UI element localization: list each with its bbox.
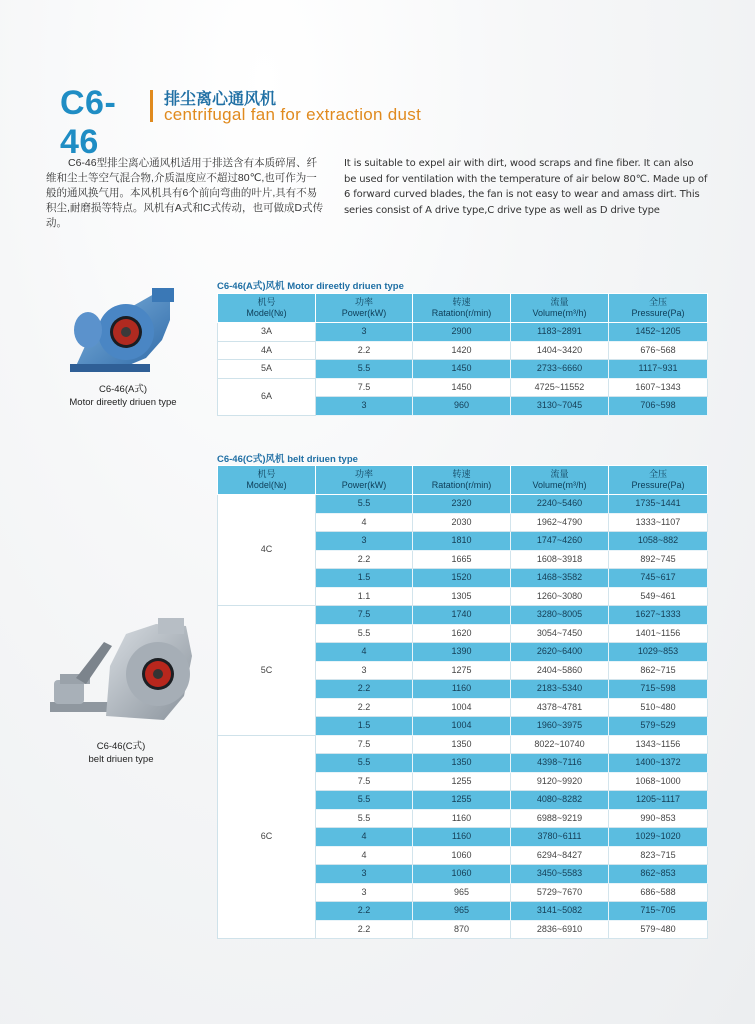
fan-a-image xyxy=(66,284,178,376)
pressure-cell: 1058~882 xyxy=(609,532,708,551)
header-power: 功率 Power(kW) xyxy=(316,294,413,323)
speed-cell: 1520 xyxy=(413,569,511,588)
pressure-cell: 1401~1156 xyxy=(609,624,708,643)
fan-a-caption xyxy=(48,383,198,409)
speed-cell: 1160 xyxy=(413,809,511,828)
volume-cell: 2240~5460 xyxy=(511,495,609,514)
power-cell: 4 xyxy=(316,513,413,532)
power-cell: 5.5 xyxy=(316,754,413,773)
power-cell: 1.5 xyxy=(316,717,413,736)
speed-cell: 1060 xyxy=(413,846,511,865)
table-row xyxy=(218,341,708,360)
table-header-row xyxy=(218,466,708,495)
speed-cell: 1665 xyxy=(413,550,511,569)
volume-cell: 3780~6111 xyxy=(511,828,609,847)
model-cell: 6A xyxy=(218,378,316,415)
speed-cell: 1740 xyxy=(413,606,511,625)
header-speed: 转速 Ratation(r/min) xyxy=(413,466,511,495)
speed-cell: 1255 xyxy=(413,772,511,791)
power-cell: 1.1 xyxy=(316,587,413,606)
power-cell: 2.2 xyxy=(316,341,413,360)
pressure-cell: 1343~1156 xyxy=(609,735,708,754)
power-cell: 4 xyxy=(316,643,413,662)
model-title: C6-46 xyxy=(60,84,117,161)
speed-cell: 1004 xyxy=(413,698,511,717)
model-cell: 6C xyxy=(218,735,316,939)
section-c-title: C6-46(C式)风机 belt driuen type xyxy=(217,454,358,465)
title-divider xyxy=(150,90,153,122)
header-volume: 流量 Volume(m³/h) xyxy=(511,466,609,495)
table-row xyxy=(218,495,708,514)
pressure-cell: 990~853 xyxy=(609,809,708,828)
speed-cell: 1160 xyxy=(413,680,511,699)
table-row xyxy=(218,360,708,379)
pressure-cell: 1607~1343 xyxy=(609,378,708,397)
fan-c-image xyxy=(46,616,196,726)
pressure-cell: 862~853 xyxy=(609,865,708,884)
model-cell: 5C xyxy=(218,606,316,736)
pressure-cell: 579~480 xyxy=(609,920,708,939)
fan-c-caption xyxy=(56,740,186,766)
speed-cell: 1160 xyxy=(413,828,511,847)
speed-cell: 1275 xyxy=(413,661,511,680)
pressure-cell: 1627~1333 xyxy=(609,606,708,625)
pressure-cell: 686~588 xyxy=(609,883,708,902)
speed-cell: 960 xyxy=(413,397,511,416)
volume-cell: 1404~3420 xyxy=(511,341,609,360)
header-model: 机号 Model(№) xyxy=(218,466,316,495)
power-cell: 3 xyxy=(316,865,413,884)
power-cell: 3 xyxy=(316,661,413,680)
volume-cell: 4725~11552 xyxy=(511,378,609,397)
power-cell: 3 xyxy=(316,883,413,902)
volume-cell: 4080~8282 xyxy=(511,791,609,810)
power-cell: 7.5 xyxy=(316,606,413,625)
power-cell: 4 xyxy=(316,846,413,865)
table-header-row xyxy=(218,294,708,323)
speed-cell: 1810 xyxy=(413,532,511,551)
spec-table-a xyxy=(217,293,708,416)
power-cell: 7.5 xyxy=(316,378,413,397)
pressure-cell: 510~480 xyxy=(609,698,708,717)
speed-cell: 870 xyxy=(413,920,511,939)
speed-cell: 2320 xyxy=(413,495,511,514)
power-cell: 2.2 xyxy=(316,902,413,921)
speed-cell: 2030 xyxy=(413,513,511,532)
power-cell: 2.2 xyxy=(316,550,413,569)
volume-cell: 1260~3080 xyxy=(511,587,609,606)
pressure-cell: 1205~1117 xyxy=(609,791,708,810)
speed-cell: 1390 xyxy=(413,643,511,662)
pressure-cell: 706~598 xyxy=(609,397,708,416)
pressure-cell: 676~568 xyxy=(609,341,708,360)
power-cell: 5.5 xyxy=(316,360,413,379)
intro-english: It is suitable to expel air with dirt, wood scraps and fine fiber. It can also be used for ventilation with the temperature of air below 80℃. Made up of 6 forward curved blades, the fan is not easy to wear and amass dirt. This series consist of A drive type,C drive type as well as D drive type xyxy=(344,158,708,216)
pressure-cell: 1400~1372 xyxy=(609,754,708,773)
volume-cell: 2404~5860 xyxy=(511,661,609,680)
pressure-cell: 892~745 xyxy=(609,550,708,569)
header-power: 功率 Power(kW) xyxy=(316,466,413,495)
power-cell: 5.5 xyxy=(316,791,413,810)
power-cell: 5.5 xyxy=(316,809,413,828)
fan-a-caption-model: C6-46(A式) xyxy=(98,384,148,395)
volume-cell: 2836~6910 xyxy=(511,920,609,939)
power-cell: 5.5 xyxy=(316,495,413,514)
fan-c-caption-model: C6-46(C式) xyxy=(96,741,146,752)
model-cell: 3A xyxy=(218,323,316,342)
volume-cell: 9120~9920 xyxy=(511,772,609,791)
header-volume: 流量 Volume(m³/h) xyxy=(511,294,609,323)
power-cell: 3 xyxy=(316,323,413,342)
volume-cell: 3280~8005 xyxy=(511,606,609,625)
pressure-cell: 1735~1441 xyxy=(609,495,708,514)
power-cell: 7.5 xyxy=(316,772,413,791)
fan-c-caption-type: belt driuen type xyxy=(88,754,154,765)
model-cell: 4A xyxy=(218,341,316,360)
pressure-cell: 1029~1020 xyxy=(609,828,708,847)
volume-cell: 1747~4260 xyxy=(511,532,609,551)
header-pressure: 全压 Pressure(Pa) xyxy=(609,466,708,495)
table-row xyxy=(218,323,708,342)
speed-cell: 1255 xyxy=(413,791,511,810)
speed-cell: 2900 xyxy=(413,323,511,342)
pressure-cell: 1117~931 xyxy=(609,360,708,379)
volume-cell: 3130~7045 xyxy=(511,397,609,416)
volume-cell: 3054~7450 xyxy=(511,624,609,643)
pressure-cell: 715~598 xyxy=(609,680,708,699)
volume-cell: 4378~4781 xyxy=(511,698,609,717)
volume-cell: 2733~6660 xyxy=(511,360,609,379)
table-row xyxy=(218,378,708,397)
volume-cell: 3450~5583 xyxy=(511,865,609,884)
volume-cell: 2183~5340 xyxy=(511,680,609,699)
volume-cell: 1962~4790 xyxy=(511,513,609,532)
header-model: 机号 Model(№) xyxy=(218,294,316,323)
speed-cell: 1420 xyxy=(413,341,511,360)
header-pressure: 全压 Pressure(Pa) xyxy=(609,294,708,323)
volume-cell: 8022~10740 xyxy=(511,735,609,754)
volume-cell: 1960~3975 xyxy=(511,717,609,736)
volume-cell: 1468~3582 xyxy=(511,569,609,588)
speed-cell: 1305 xyxy=(413,587,511,606)
table-row xyxy=(218,735,708,754)
speed-cell: 1350 xyxy=(413,754,511,773)
header-speed: 转速 Ratation(r/min) xyxy=(413,294,511,323)
pressure-cell: 579~529 xyxy=(609,717,708,736)
power-cell: 2.2 xyxy=(316,680,413,699)
power-cell: 2.2 xyxy=(316,698,413,717)
model-cell: 5A xyxy=(218,360,316,379)
speed-cell: 1004 xyxy=(413,717,511,736)
intro-chinese: C6-46型排尘离心通风机适用于排送含有本质碎屑、纤维和尘土等空气混合物,介质温度应不超过80℃,也可作为一般的通风换气用。本风机具有6个前向弯曲的叶片,具有不易积尘,耐磨损等特点。风机有A式和C式传动，也可做成D式传动。 xyxy=(46,157,324,229)
power-cell: 3 xyxy=(316,532,413,551)
section-a-title: C6-46(A式)风机 Motor direetly driuen type xyxy=(217,281,404,292)
volume-cell: 5729~7670 xyxy=(511,883,609,902)
spec-table-c xyxy=(217,465,708,939)
power-cell: 5.5 xyxy=(316,624,413,643)
power-cell: 2.2 xyxy=(316,920,413,939)
pressure-cell: 549~461 xyxy=(609,587,708,606)
speed-cell: 1060 xyxy=(413,865,511,884)
pressure-cell: 1029~853 xyxy=(609,643,708,662)
pressure-cell: 745~617 xyxy=(609,569,708,588)
speed-cell: 1350 xyxy=(413,735,511,754)
volume-cell: 4398~7116 xyxy=(511,754,609,773)
pressure-cell: 823~715 xyxy=(609,846,708,865)
power-cell: 4 xyxy=(316,828,413,847)
power-cell: 7.5 xyxy=(316,735,413,754)
power-cell: 3 xyxy=(316,397,413,416)
speed-cell: 1450 xyxy=(413,360,511,379)
pressure-cell: 1452~1205 xyxy=(609,323,708,342)
table-row xyxy=(218,606,708,625)
volume-cell: 6294~8427 xyxy=(511,846,609,865)
power-cell: 1.5 xyxy=(316,569,413,588)
volume-cell: 3141~5082 xyxy=(511,902,609,921)
volume-cell: 1608~3918 xyxy=(511,550,609,569)
title-english: centrifugal fan for extraction dust xyxy=(164,105,422,124)
pressure-cell: 1333~1107 xyxy=(609,513,708,532)
volume-cell: 2620~6400 xyxy=(511,643,609,662)
speed-cell: 1620 xyxy=(413,624,511,643)
model-cell: 4C xyxy=(218,495,316,606)
volume-cell: 1183~2891 xyxy=(511,323,609,342)
pressure-cell: 862~715 xyxy=(609,661,708,680)
speed-cell: 965 xyxy=(413,883,511,902)
pressure-cell: 715~705 xyxy=(609,902,708,921)
fan-a-caption-type: Motor direetly driuen type xyxy=(69,397,177,408)
speed-cell: 965 xyxy=(413,902,511,921)
pressure-cell: 1068~1000 xyxy=(609,772,708,791)
title-chinese: 排尘离心通风机 xyxy=(164,91,277,108)
speed-cell: 1450 xyxy=(413,378,511,397)
volume-cell: 6988~9219 xyxy=(511,809,609,828)
